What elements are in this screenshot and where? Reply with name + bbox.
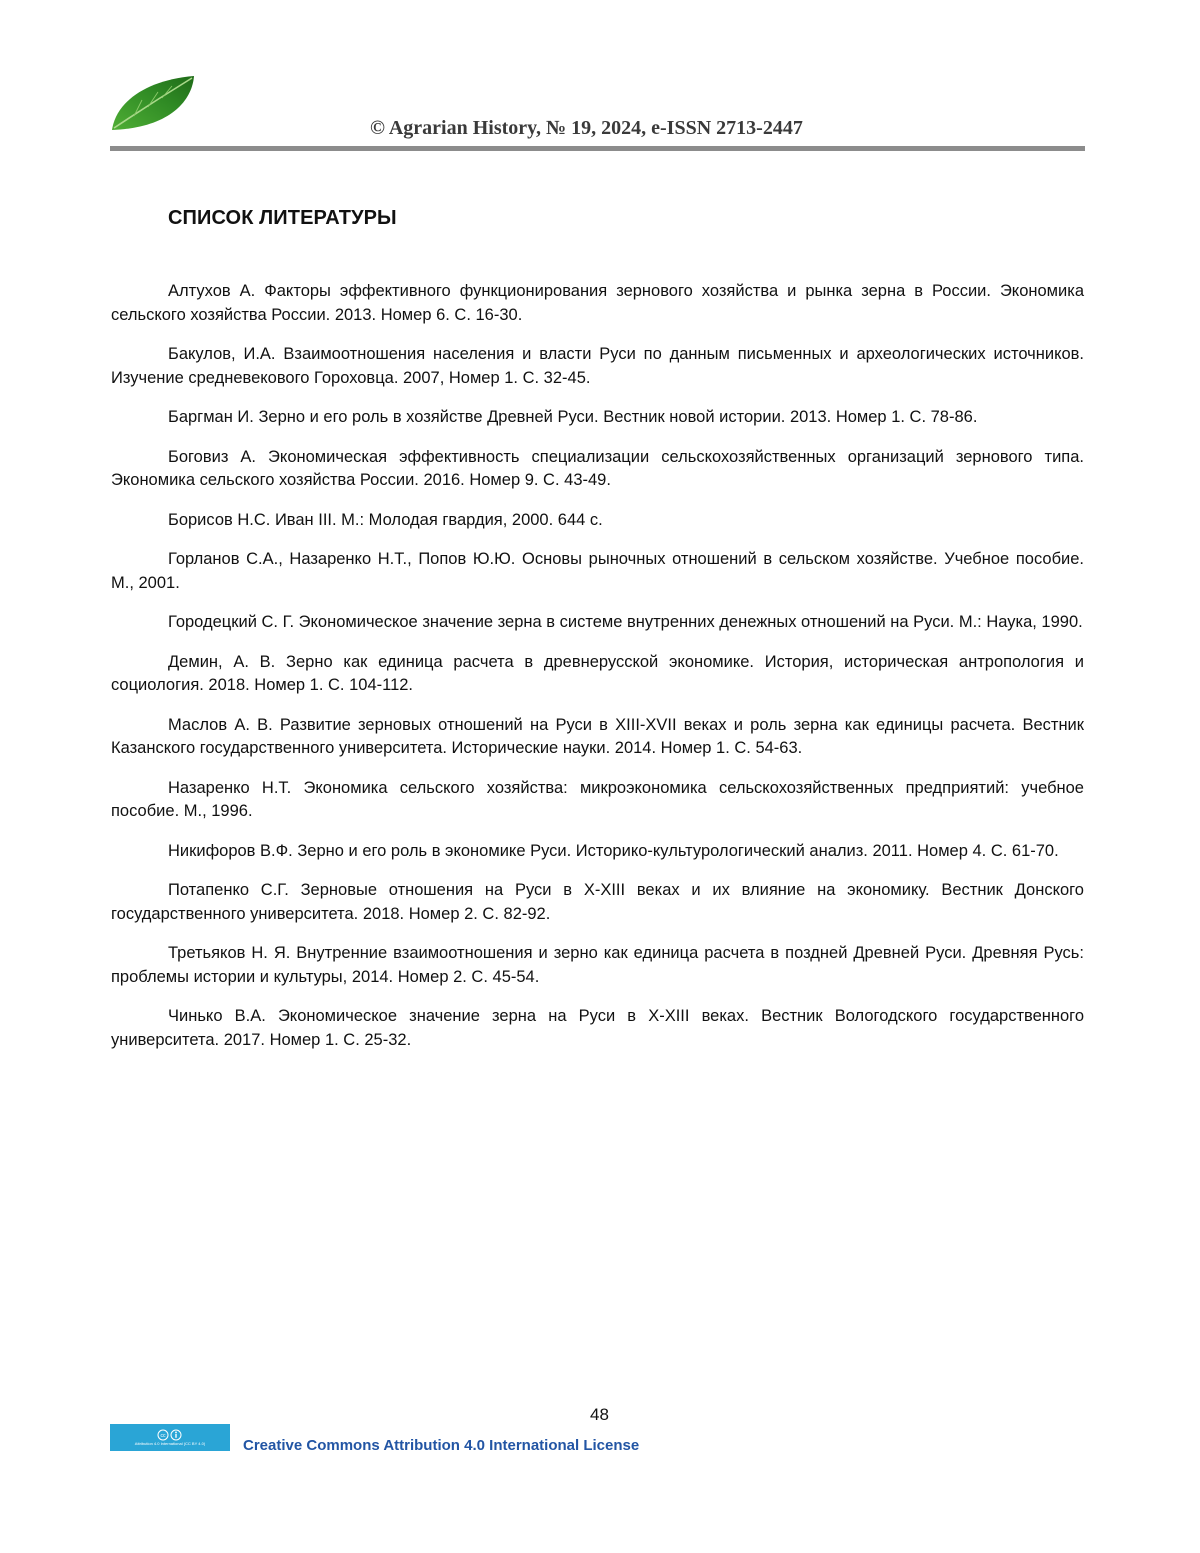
svg-text:cc: cc (160, 1433, 166, 1439)
leaf-icon (108, 72, 200, 134)
license-link[interactable]: Creative Commons Attribution 4.0 International License (243, 1437, 640, 1454)
reference-item: Чинько В.А. Экономическое значение зерна на Руси в X-XIII веках. Вестник Вологодского государственного университета. 2017. Номер 1. С. 25-32. (111, 1007, 1084, 1049)
reference-item: Маслов А. В. Развитие зерновых отношений на Руси в XIII-XVII веках и роль зерна как единицы расчета. Вестник Казанского государственного университета. Исторические науки. 2014. Номер 1. С. 54-63. (111, 715, 1084, 757)
cc-badge-text: Attribution 4.0 International (CC BY 4.0) (134, 1441, 206, 1446)
reference-item: Третьяков Н. Я. Внутренние взаимоотношения и зерно как единица расчета в поздней Древней Руси. Древняя Русь: проблемы истории и культуры, 2014. Номер 2. С. 45-54. (111, 944, 1084, 986)
reference-item: Демин, А. В. Зерно как единица расчета в древнерусской экономике. История, историческая антропология и социология. 2018. Номер 1. С. 104-112. (111, 652, 1084, 694)
reference-list (111, 280, 1084, 1068)
reference-item: Назаренко Н.Т. Экономика сельского хозяйства: микроэкономика сельскохозяйственных предприятий: учебное пособие. М., 1996. (111, 778, 1084, 820)
journal-header: © Agrarian History, № 19, 2024, e-ISSN 2713-2447 (370, 117, 803, 139)
reference-item: Борисов Н.С. Иван III. М.: Молодая гвардия, 2000. 644 с. (168, 510, 603, 529)
reference-item: Городецкий С. Г. Экономическое значение зерна в системе внутренних денежных отношений на Руси. М.: Наука, 1990. (168, 613, 1083, 631)
header-rule (110, 146, 1085, 151)
reference-item: Бакулов, И.А. Взаимоотношения населения и власти Руси по данным письменных и археологических источников. Изучение средневекового Гороховца. 2007, Номер 1. С. 32-45. (111, 345, 1084, 387)
reference-item: Никифоров В.Ф. Зерно и его роль в экономике Руси. Историко-культурологический анализ. 2011. Номер 4. С. 61-70. (168, 841, 1059, 860)
reference-item: Баргман И. Зерно и его роль в хозяйстве Древней Руси. Вестник новой истории. 2013. Номер 1. С. 78-86. (168, 408, 978, 426)
reference-item: Боговиз А. Экономическая эффективность специализации сельскохозяйственных организаций зернового типа. Экономика сельского хозяйства России. 2016. Номер 9. С. 43-49. (111, 447, 1084, 489)
reference-item: Алтухов А. Факторы эффективного функционирования зернового хозяйства и рынка зерна в России. Экономика сельского хозяйства России. 2013. Номер 6. С. 16-30. (111, 282, 1084, 324)
page-number: 48 (590, 1405, 609, 1424)
section-heading: СПИСОК ЛИТЕРАТУРЫ (168, 207, 397, 229)
cc-by-icon (157, 1429, 183, 1441)
reference-item: Потапенко С.Г. Зерновые отношения на Руси в X-XIII веках и их влияние на экономику. Вестник Донского государственного университета. 2018. Номер 2. С. 82-92. (111, 881, 1084, 923)
cc-license-badge[interactable] (110, 1424, 230, 1451)
reference-item: Горланов С.А., Назаренко Н.Т., Попов Ю.Ю. Основы рыночных отношений в сельском хозяйстве. Учебное пособие. М., 2001. (111, 550, 1084, 592)
